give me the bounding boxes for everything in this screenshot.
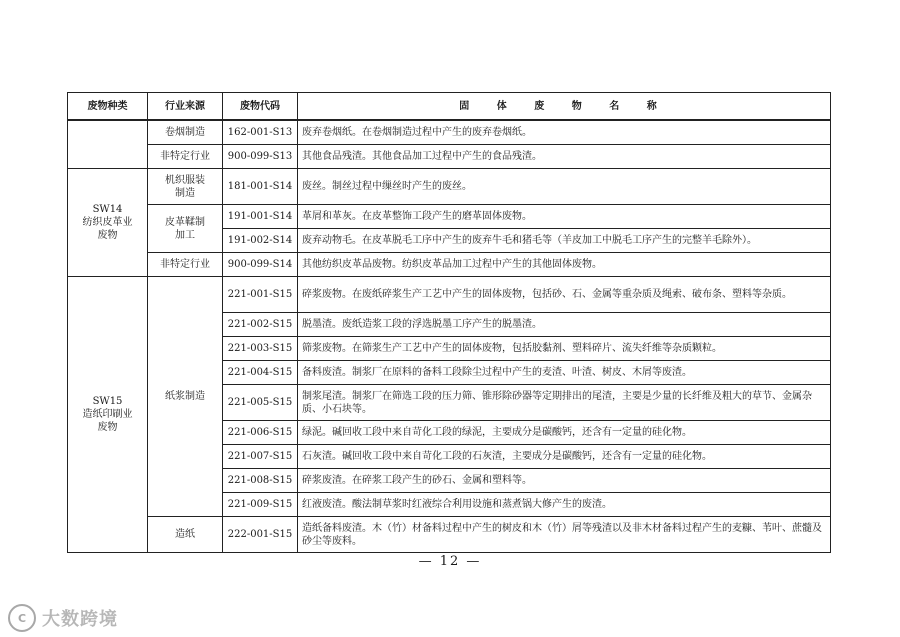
desc-cell: 绿泥。碱回收工段中来自苛化工段的绿泥，主要成分是碳酸钙，还含有一定量的硅化物。 bbox=[298, 421, 831, 445]
desc-cell: 备料废渣。制浆厂在原料的备料工段除尘过程中产生的麦渣、叶渣、树皮、木屑等废渣。 bbox=[298, 361, 831, 385]
code-cell: 221-005-S15 bbox=[223, 385, 298, 421]
code-cell: 221-003-S15 bbox=[223, 337, 298, 361]
code-cell: 221-004-S15 bbox=[223, 361, 298, 385]
industry-cell: 皮革鞣制 加工 bbox=[148, 205, 223, 253]
table-row bbox=[68, 120, 831, 145]
code-cell: 221-006-S15 bbox=[223, 421, 298, 445]
desc-cell: 废弃卷烟纸。在卷烟制造过程中产生的废弃卷烟纸。 bbox=[298, 120, 831, 145]
desc-cell: 碎浆废渣。在碎浆工段产生的砂石、金属和塑料等。 bbox=[298, 469, 831, 493]
industry-cell: 非特定行业 bbox=[148, 253, 223, 277]
industry-cell: 纸浆制造 bbox=[148, 277, 223, 517]
code-cell: 162-001-S13 bbox=[223, 120, 298, 145]
code-cell: 191-001-S14 bbox=[223, 205, 298, 229]
desc-cell: 其他纺织皮革品废物。纺织皮革品加工过程中产生的其他固体废物。 bbox=[298, 253, 831, 277]
table-row bbox=[68, 277, 831, 313]
watermark-text: 大数跨境 bbox=[42, 609, 118, 630]
industry-cell: 造纸 bbox=[148, 517, 223, 553]
industry-cell: 卷烟制造 bbox=[148, 120, 223, 145]
watermark-logo-icon: C bbox=[8, 604, 36, 632]
table-row bbox=[68, 145, 831, 169]
header-category: 废物种类 bbox=[68, 93, 148, 121]
code-cell: 900-099-S13 bbox=[223, 145, 298, 169]
header-name: 固 体 废 物 名 称 bbox=[298, 93, 831, 121]
header-industry: 行业来源 bbox=[148, 93, 223, 121]
desc-cell: 废弃动物毛。在皮革脱毛工序中产生的废弃牛毛和猪毛等（羊皮加工中脱毛工序产生的完整羊毛除外）。 bbox=[298, 229, 831, 253]
category-cell-empty bbox=[68, 120, 148, 169]
code-cell: 221-002-S15 bbox=[223, 313, 298, 337]
table-row bbox=[68, 253, 831, 277]
code-cell: 221-009-S15 bbox=[223, 493, 298, 517]
code-cell: 222-001-S15 bbox=[223, 517, 298, 553]
desc-cell: 其他食品残渣。其他食品加工过程中产生的食品残渣。 bbox=[298, 145, 831, 169]
desc-cell: 石灰渣。碱回收工段中来自苛化工段的石灰渣，主要成分是碳酸钙，还含有一定量的硅化物。 bbox=[298, 445, 831, 469]
desc-cell: 碎浆废物。在废纸碎浆生产工艺中产生的固体废物，包括砂、石、金属等重杂质及绳索、破布条、塑料等杂质。 bbox=[298, 277, 831, 313]
desc-cell: 造纸备料废渣。木（竹）材备料过程中产生的树皮和木（竹）屑等残渣以及非木材备料过程产生的麦糠、苇叶、蔗髓及砂尘等废料。 bbox=[298, 517, 831, 553]
code-cell: 221-008-S15 bbox=[223, 469, 298, 493]
category-cell: SW14 纺织皮革业 废物 bbox=[68, 169, 148, 277]
desc-cell: 筛浆废物。在筛浆生产工艺中产生的固体废物，包括胶黏剂、塑料碎片、流失纤维等杂质颗粒。 bbox=[298, 337, 831, 361]
watermark bbox=[8, 604, 118, 632]
desc-cell: 脱墨渣。废纸造浆工段的浮选脱墨工序产生的脱墨渣。 bbox=[298, 313, 831, 337]
table-row bbox=[68, 169, 831, 205]
code-cell: 181-001-S14 bbox=[223, 169, 298, 205]
page-number: — 12 — bbox=[418, 554, 482, 569]
table-row bbox=[68, 205, 831, 229]
header-code: 废物代码 bbox=[223, 93, 298, 121]
waste-table bbox=[67, 92, 831, 553]
desc-cell: 红液废渣。酸法制草浆时红液综合利用设施和蒸煮锅大修产生的废渣。 bbox=[298, 493, 831, 517]
code-cell: 900-099-S14 bbox=[223, 253, 298, 277]
code-cell: 191-002-S14 bbox=[223, 229, 298, 253]
desc-cell: 革屑和革灰。在皮革整饰工段产生的磨革固体废物。 bbox=[298, 205, 831, 229]
table-header-row bbox=[68, 93, 831, 121]
desc-cell: 制浆尾渣。制浆厂在筛选工段的压力筛、锥形除砂器等定期排出的尾渣，主要是少量的长纤维及粗大的草节、金属杂质、小石块等。 bbox=[298, 385, 831, 421]
industry-cell: 非特定行业 bbox=[148, 145, 223, 169]
industry-cell: 机织服装 制造 bbox=[148, 169, 223, 205]
table-row bbox=[68, 517, 831, 553]
category-cell: SW15 造纸印刷业 废物 bbox=[68, 277, 148, 553]
code-cell: 221-007-S15 bbox=[223, 445, 298, 469]
code-cell: 221-001-S15 bbox=[223, 277, 298, 313]
desc-cell: 废丝。制丝过程中缫丝时产生的废丝。 bbox=[298, 169, 831, 205]
